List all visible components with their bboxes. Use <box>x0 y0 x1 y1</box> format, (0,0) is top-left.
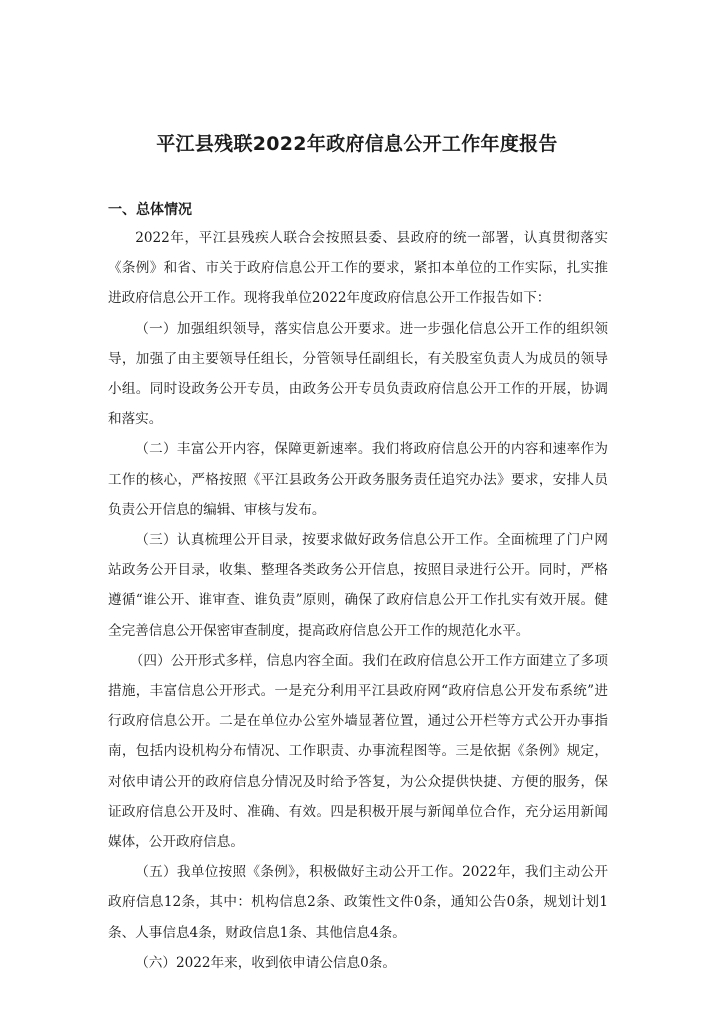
document-body <box>108 223 608 978</box>
paragraph-item-3: （三）认真梳理公开目录，按要求做好政务信息公开工作。全面梳理了门户网站政务公开目录，收集、整理各类政务公开信息，按照目录进行公开。同时，严格遵循“谁公开、谁审查、谁负责”原则，确保了政府信息公开工作扎实有效开展。健全完善信息公开保密审查制度，提高政府信息公开工作的规范化水平。 <box>108 532 608 639</box>
paragraph-intro: 2022年，平江县残疾人联合会按照县委、县政府的统一部署，认真贯彻落实《条例》和省、市关于政府信息公开工作的要求，紧扣本单位的工作实际，扎实推进政府信息公开工作。现将我单位2022年度政府信息公开工作报告如下： <box>108 230 608 307</box>
document-title: 平江县残联2022年政府信息公开工作年度报告 <box>156 133 558 155</box>
paragraph-item-4: （四）公开形式多样，信息内容全面。我们在政府信息公开工作方面建立了多项措施，丰富信息公开形式。一是充分利用平江县政府网“政府信息公开发布系统”进行政府信息公开。二是在单位办公室外墙显著位置，通过公开栏等方式公开办事指南，包括内设机构分布情况、工作职责、办事流程图等。三是依据《条例》规定，对依申请公开的政府信息分情况及时给予答复，为公众提供快捷、方便的服务，保证政府信息公开及时、准确、有效。四是积极开展与新闻单位合作，充分运用新闻媒体，公开政府信息。 <box>108 652 608 851</box>
section-heading-overview: 一、总体情况 <box>108 202 192 218</box>
paragraph-item-1: （一）加强组织领导，落实信息公开要求。进一步强化信息公开工作的组织领导，加强了由主要领导任组长，分管领导任副组长，有关股室负责人为成员的领导小组。同时设政务公开专员，由政务公开专员负责政府信息公开工作的开展，协调和落实。 <box>108 320 608 428</box>
paragraph-item-5: （五）我单位按照《条例》，积极做好主动公开工作。2022年，我们主动公开政府信息12条，其中：机构信息2条、政策性文件0条，通知公告0条，规划计划1条、人事信息4条，财政信息1条、其他信息4条。 <box>108 864 608 941</box>
paragraph-item-6: （六）2022年来，收到依申请公信息0条。 <box>135 954 396 971</box>
paragraph-item-2: （二）丰富公开内容，保障更新速率。我们将政府信息公开的内容和速率作为工作的核心，严格按照《平江县政务公开政务服务责任追究办法》要求，安排人员负责公开信息的编辑、审核与发布。 <box>108 441 608 518</box>
